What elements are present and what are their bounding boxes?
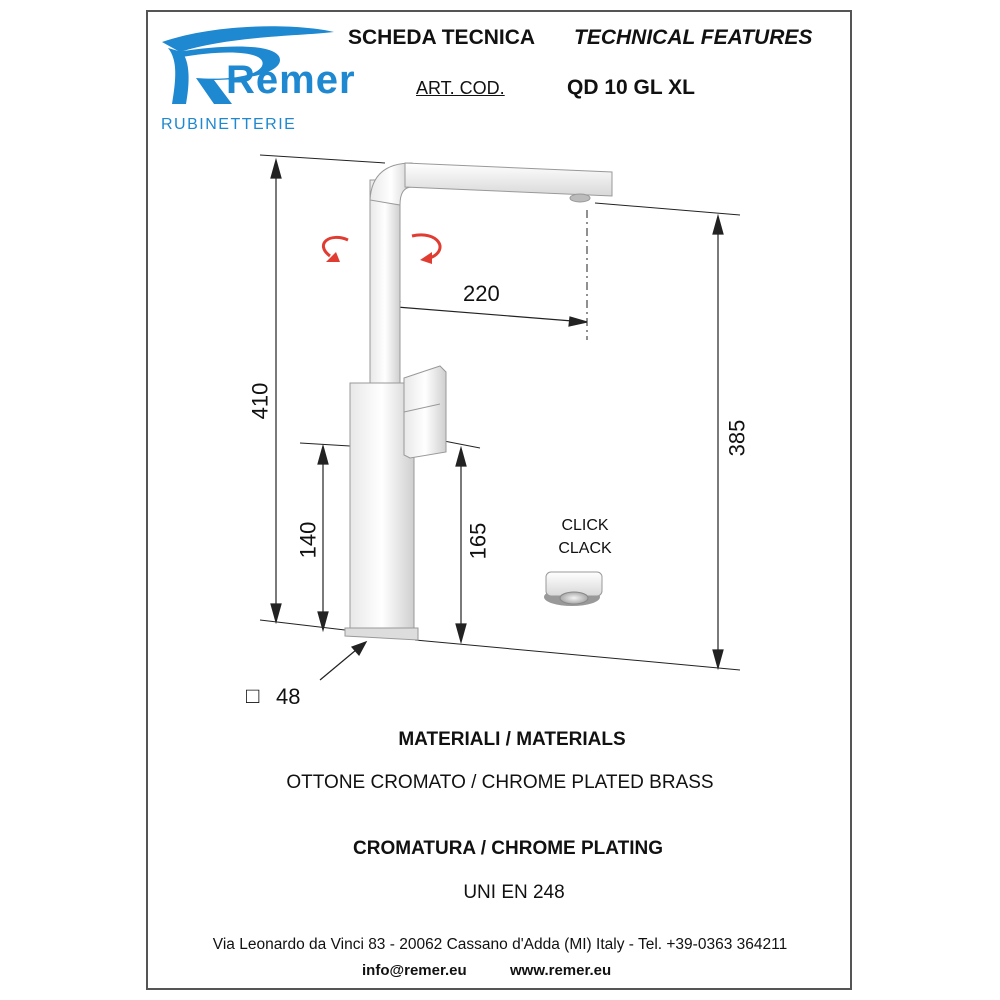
dim-385-line [713,216,723,668]
faucet-body [345,163,612,640]
dim-total-height-label: 410 [247,382,273,420]
click-clack-plug-image [544,572,602,606]
dim-base-height-label: 140 [295,521,321,559]
title-english: TECHNICAL FEATURES [574,26,813,49]
footer-address: Via Leonardo da Vinci 83 - 20062 Cassano d'Adda (MI) Italy - Tel. +39-0363 364211 [212,936,788,953]
dim-spout-height-label: 385 [724,419,750,457]
materials-title: MATERIALI / MATERIALS [398,729,626,750]
footer-email-link[interactable]: info@remer.eu [362,962,467,979]
base-pointer-arrow [320,642,366,680]
dim-base-square-label: 48 [276,684,301,709]
rotation-arrow-right-icon [412,235,440,264]
title-italian: SCHEDA TECNICA [348,26,536,49]
center-lines [384,210,587,340]
dim-body-height-label: 165 [465,522,491,560]
dim-reach-label: 220 [463,281,500,306]
plating-title: CROMATURA / CHROME PLATING [353,838,663,859]
rotation-arrow-left-icon [323,237,348,262]
click-clack-label [540,514,630,560]
dimension-lines [260,155,740,670]
logo-word: Remer [226,58,356,102]
materials-value: OTTONE CROMATO / CHROME PLATED BRASS [286,772,714,793]
logo-subtitle: RUBINETTERIE [161,116,297,133]
click-label: CLICK [561,517,609,534]
footer-website-link[interactable]: www.remer.eu [510,962,612,979]
clack-label: CLACK [558,540,612,557]
art-code-value: QD 10 GL XL [567,76,695,99]
base-square-symbol: □ [246,683,260,708]
plating-value: UNI EN 248 [463,882,565,903]
art-code-label: ART. COD. [416,78,505,98]
